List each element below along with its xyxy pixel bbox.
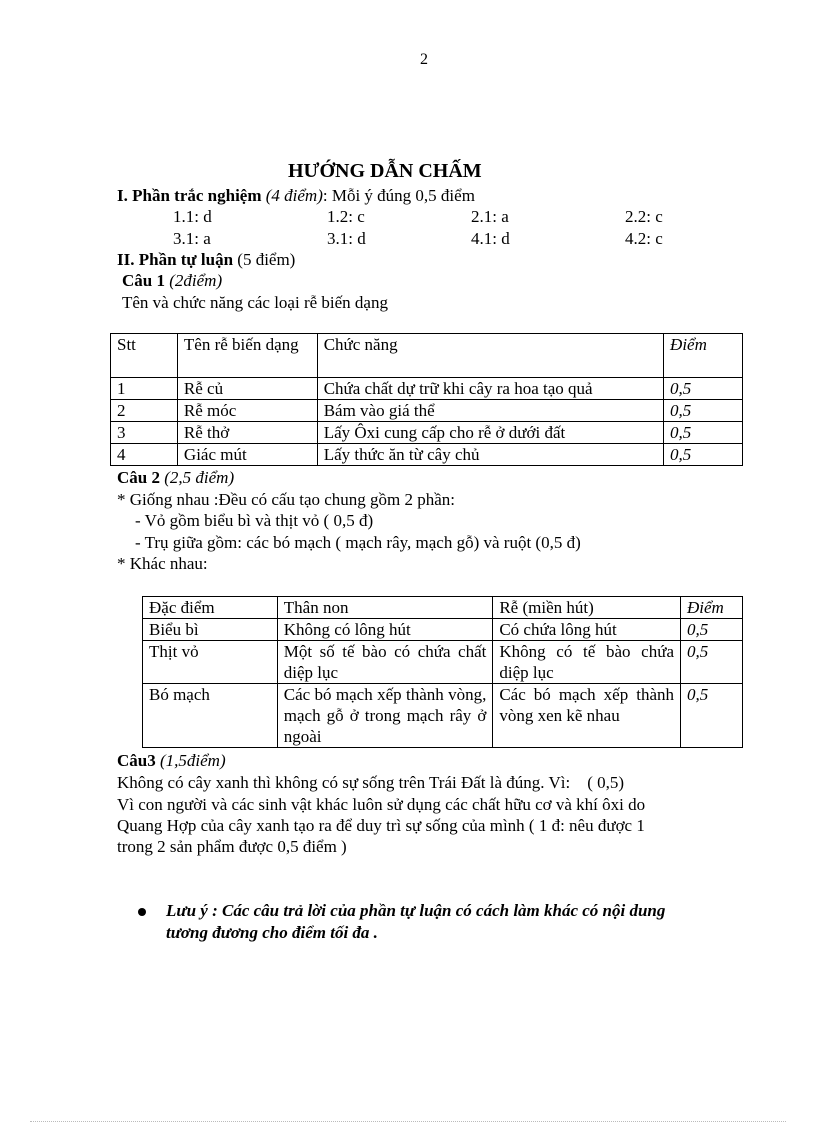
table-row <box>111 400 743 422</box>
table-cell: 2 <box>111 400 178 422</box>
q1-table <box>110 333 743 466</box>
table-row <box>143 641 743 684</box>
q2-table <box>142 596 743 748</box>
part1-heading: I. Phần trắc nghiệm <box>117 186 262 205</box>
q2-similarity-point-2: - Trụ giữa gồm: các bó mạch ( mạch rây, mạch gỗ) và ruột (0,5 đ) <box>135 533 581 552</box>
table-cell: Một số tế bào có chứa chất diệp lục <box>277 641 493 684</box>
answer-3-1b: 3.1: d <box>327 229 366 248</box>
answer-4-1: 4.1: d <box>471 229 510 248</box>
part1-note: : Mỗi ý đúng 0,5 điểm <box>322 186 475 205</box>
header-cell: Đặc điểm <box>143 597 278 619</box>
page-number: 2 <box>420 51 428 68</box>
q1-heading <box>122 271 222 291</box>
table-cell: Rễ thở <box>177 422 317 444</box>
table-cell: Giác mút <box>177 444 317 466</box>
q3-points: (1,5điểm) <box>159 751 226 770</box>
header-cell: Tên rễ biến dạng <box>177 334 317 378</box>
bullet-icon <box>138 908 146 916</box>
answer-1-2: 1.2: c <box>327 207 365 226</box>
header-cell: Thân non <box>277 597 493 619</box>
table-cell: Các bó mạch xếp thành vòng xen kẽ nhau <box>493 684 681 748</box>
table-header-row <box>143 597 743 619</box>
table-cell: Chứa chất dự trữ khi cây ra hoa tạo quả <box>317 378 663 400</box>
q2-heading <box>117 468 234 488</box>
q1-intro: Tên và chức năng các loại rễ biến dạng <box>122 293 388 312</box>
answer-4-2: 4.2: c <box>625 229 663 248</box>
part1-heading-line <box>117 186 475 206</box>
table-cell: Không có tế bào chứa diệp lục <box>493 641 681 684</box>
table-cell: Không có lông hút <box>277 619 493 641</box>
page-bottom-divider <box>30 1121 786 1122</box>
table-cell: 0,5 <box>664 400 743 422</box>
q1-label: Câu 1 <box>122 271 165 290</box>
table-cell: Bó mạch <box>143 684 278 748</box>
table-row <box>111 378 743 400</box>
header-cell: Chức năng <box>317 334 663 378</box>
q2-difference: * Khác nhau: <box>117 554 208 573</box>
table-cell: 0,5 <box>664 378 743 400</box>
table-cell: Lấy Ôxi cung cấp cho rễ ở dưới đất <box>317 422 663 444</box>
table-cell: Lấy thức ăn từ cây chủ <box>317 444 663 466</box>
answer-1-1: 1.1: d <box>173 207 212 226</box>
q3-heading <box>117 751 226 771</box>
q1-points: (2điểm) <box>169 271 223 290</box>
table-cell: 0,5 <box>681 619 743 641</box>
header-cell: Stt <box>111 334 178 378</box>
table-cell: Các bó mạch xếp thành vòng, mạch gỗ ở trong mạch rây ở ngoài <box>277 684 493 748</box>
q3-line-1: Không có cây xanh thì không có sự sống trên Trái Đất là đúng. Vì: ( 0,5) <box>117 773 625 792</box>
table-cell: 3 <box>111 422 178 444</box>
q2-similarity-point-1: - Vỏ gồm biểu bì và thịt vỏ ( 0,5 đ) <box>135 511 374 530</box>
table-cell: 0,5 <box>681 684 743 748</box>
q2-label: Câu 2 <box>117 468 160 487</box>
table-cell: Rễ móc <box>177 400 317 422</box>
q2-points: (2,5 điểm) <box>164 468 235 487</box>
table-cell: 0,5 <box>664 444 743 466</box>
table-cell: Biểu bì <box>143 619 278 641</box>
q3-label: Câu3 <box>117 751 156 770</box>
table-cell: 0,5 <box>664 422 743 444</box>
q3-line-4: trong 2 sản phẩm được 0,5 điểm ) <box>117 837 347 856</box>
table-cell: 0,5 <box>681 641 743 684</box>
page-title: HƯỚNG DẪN CHẤM <box>288 160 482 182</box>
table-cell: 4 <box>111 444 178 466</box>
table-row <box>143 619 743 641</box>
header-cell: Điểm <box>681 597 743 619</box>
part1-points: (4 điểm) <box>265 186 323 205</box>
part2-heading: II. Phần tự luận <box>117 250 234 269</box>
note-line-2: tương đương cho điểm tối đa . <box>166 923 378 942</box>
table-row <box>111 444 743 466</box>
q3-line-2: Vì con người và các sinh vật khác luôn sử dụng các chất hữu cơ và khí ôxi do <box>117 795 646 814</box>
q3-line-3: Quang Hợp của cây xanh tạo ra để duy trì sự sống của mình ( 1 đ: nêu được 1 <box>117 816 645 835</box>
table-cell: 1 <box>111 378 178 400</box>
table-row <box>143 684 743 748</box>
table-cell: Bám vào giá thể <box>317 400 663 422</box>
header-cell: Rễ (miền hút) <box>493 597 681 619</box>
answer-2-1: 2.1: a <box>471 207 509 226</box>
header-cell: Điểm <box>664 334 743 378</box>
part2-heading-line <box>117 250 295 270</box>
table-row <box>111 422 743 444</box>
answer-3-1a: 3.1: a <box>173 229 211 248</box>
note-line-1: Lưu ý : Các câu trả lời của phần tự luận có cách làm khác có nội dung <box>166 901 666 920</box>
answer-2-2: 2.2: c <box>625 207 663 226</box>
part2-points: (5 điểm) <box>237 250 296 269</box>
table-cell: Thịt vỏ <box>143 641 278 684</box>
table-header-row <box>111 334 743 378</box>
table-cell: Có chứa lông hút <box>493 619 681 641</box>
q2-similarity: * Giống nhau :Đều có cấu tạo chung gồm 2 phần: <box>117 490 456 509</box>
table-cell: Rễ củ <box>177 378 317 400</box>
